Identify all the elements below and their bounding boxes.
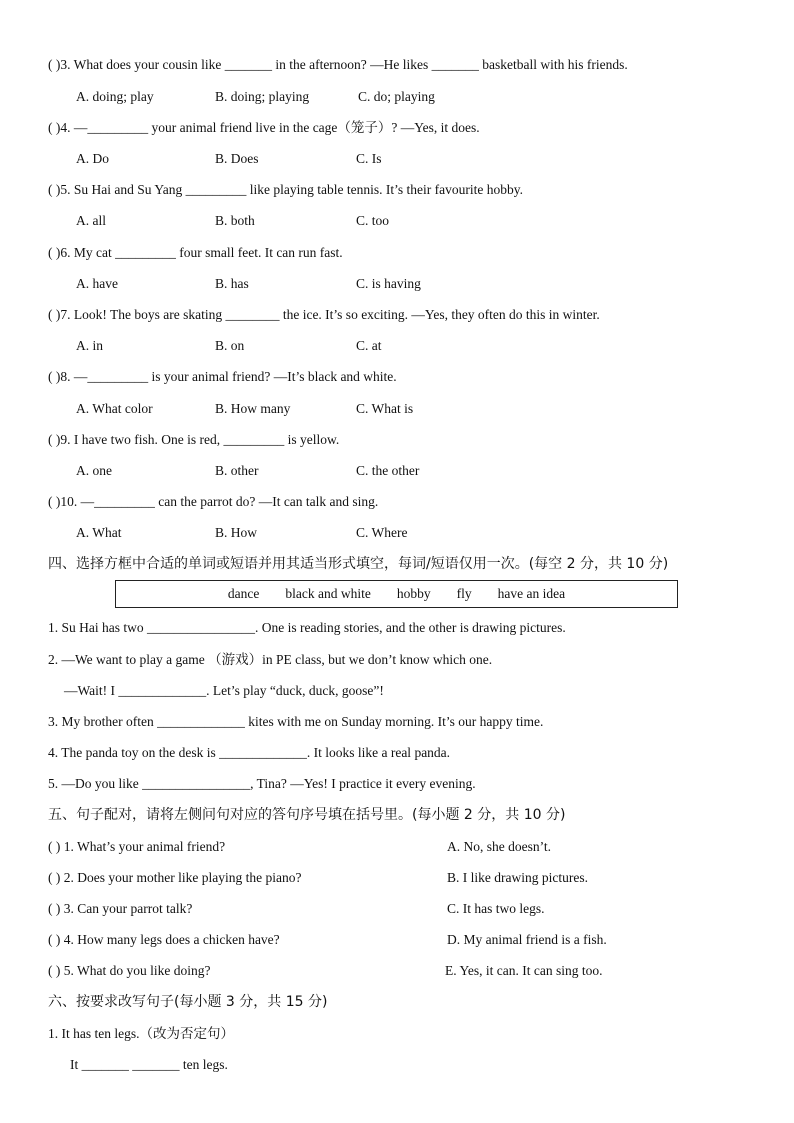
word-bank-item: dance [227,586,260,601]
section-4-title: 四、选择方框中合适的单词或短语并用其适当形式填空，每词/短语仅用一次。(每空 2 分，共 10 分) [48,556,669,572]
mc-option-a: A. What [76,525,122,540]
mc-option-a: A. Do [76,151,109,166]
mc-option-c: C. is having [356,276,421,291]
match-question: ( ) 3. Can your parrot talk? [48,901,193,916]
match-answer: C. It has two legs. [447,901,545,916]
fill-item-2-reply: —Wait! I _____________. Let’s play “duck, duck, goose”! [64,683,384,698]
fill-item-5: 5. —Do you like ________________, Tina? —Yes! I practice it every evening. [48,776,476,791]
mc-stem: ( )5. Su Hai and Su Yang _________ like playing table tennis. It’s their favourite hobby. [48,182,523,197]
rewrite-item-1: 1. It has ten legs.（改为否定句） [48,1026,234,1041]
mc-stem: ( )7. Look! The boys are skating ________ the ice. It’s so exciting. —Yes, they often do this in winter. [48,307,600,322]
section-6-title: 六、按要求改写句子(每小题 3 分，共 15 分) [48,994,328,1010]
fill-item-1: 1. Su Hai has two ________________. One is reading stories, and the other is drawing pictures. [48,620,566,635]
match-question: ( ) 5. What do you like doing? [48,963,211,978]
mc-option-a: A. all [76,213,106,228]
match-answer: B. I like drawing pictures. [447,870,588,885]
match-question: ( ) 4. How many legs does a chicken have? [48,932,280,947]
section-5-title: 五、句子配对，请将左侧问句对应的答句序号填在括号里。(每小题 2 分，共 10 分) [48,807,566,823]
match-question: ( ) 2. Does your mother like playing the piano? [48,870,302,885]
fill-item-4: 4. The panda toy on the desk is _____________. It looks like a real panda. [48,745,451,760]
mc-option-c: C. the other [356,463,420,478]
mc-option-b: B. How [215,525,258,540]
mc-stem: ( )3. What does your cousin like _______ in the afternoon? —He likes _______ basketball with his friends. [48,57,628,72]
mc-option-b: B. other [215,463,259,478]
word-bank-item: have an idea [497,586,566,601]
match-question: ( ) 1. What’s your animal friend? [48,839,226,854]
mc-option-b: B. How many [215,401,291,416]
mc-option-b: B. has [215,276,249,291]
mc-option-b: B. doing; playing [215,89,310,104]
mc-option-c: C. Is [356,151,382,166]
mc-option-c: C. too [356,213,390,228]
mc-stem: ( )6. My cat _________ four small feet. It can run fast. [48,245,343,260]
match-answer: D. My animal friend is a fish. [447,932,607,947]
mc-option-c: C. do; playing [358,89,435,104]
mc-stem: ( )8. —_________ is your animal friend? —It’s black and white. [48,369,397,384]
match-answer: E. Yes, it can. It can sing too. [445,963,603,978]
mc-option-b: B. on [215,338,245,353]
word-bank-item: fly [456,586,472,601]
mc-stem: ( )9. I have two fish. One is red, _________ is yellow. [48,432,340,447]
mc-stem: ( )4. —_________ your animal friend live in the cage（笼子）? —Yes, it does. [48,120,480,135]
mc-option-a: A. doing; play [76,89,154,104]
mc-stem: ( )10. —_________ can the parrot do? —It can talk and sing. [48,494,379,509]
rewrite-item-1-answer: It _______ _______ ten legs. [70,1057,228,1072]
mc-option-a: A. in [76,338,103,353]
fill-item-2: 2. —We want to play a game （游戏）in PE class, but we don’t know which one. [48,652,493,667]
mc-option-a: A. one [76,463,112,478]
mc-option-b: B. both [215,213,255,228]
mc-option-b: B. Does [215,151,259,166]
word-bank-item: black and white [285,586,371,601]
mc-option-c: C. What is [356,401,414,416]
mc-option-c: C. at [356,338,382,353]
word-bank-item: hobby [396,586,431,601]
word-bank-box [115,580,678,608]
mc-option-a: A. have [76,276,118,291]
mc-option-a: A. What color [76,401,153,416]
fill-item-3: 3. My brother often _____________ kites with me on Sunday morning. It’s our happy time. [48,714,544,729]
mc-option-c: C. Where [356,525,408,540]
match-answer: A. No, she doesn’t. [447,839,551,854]
